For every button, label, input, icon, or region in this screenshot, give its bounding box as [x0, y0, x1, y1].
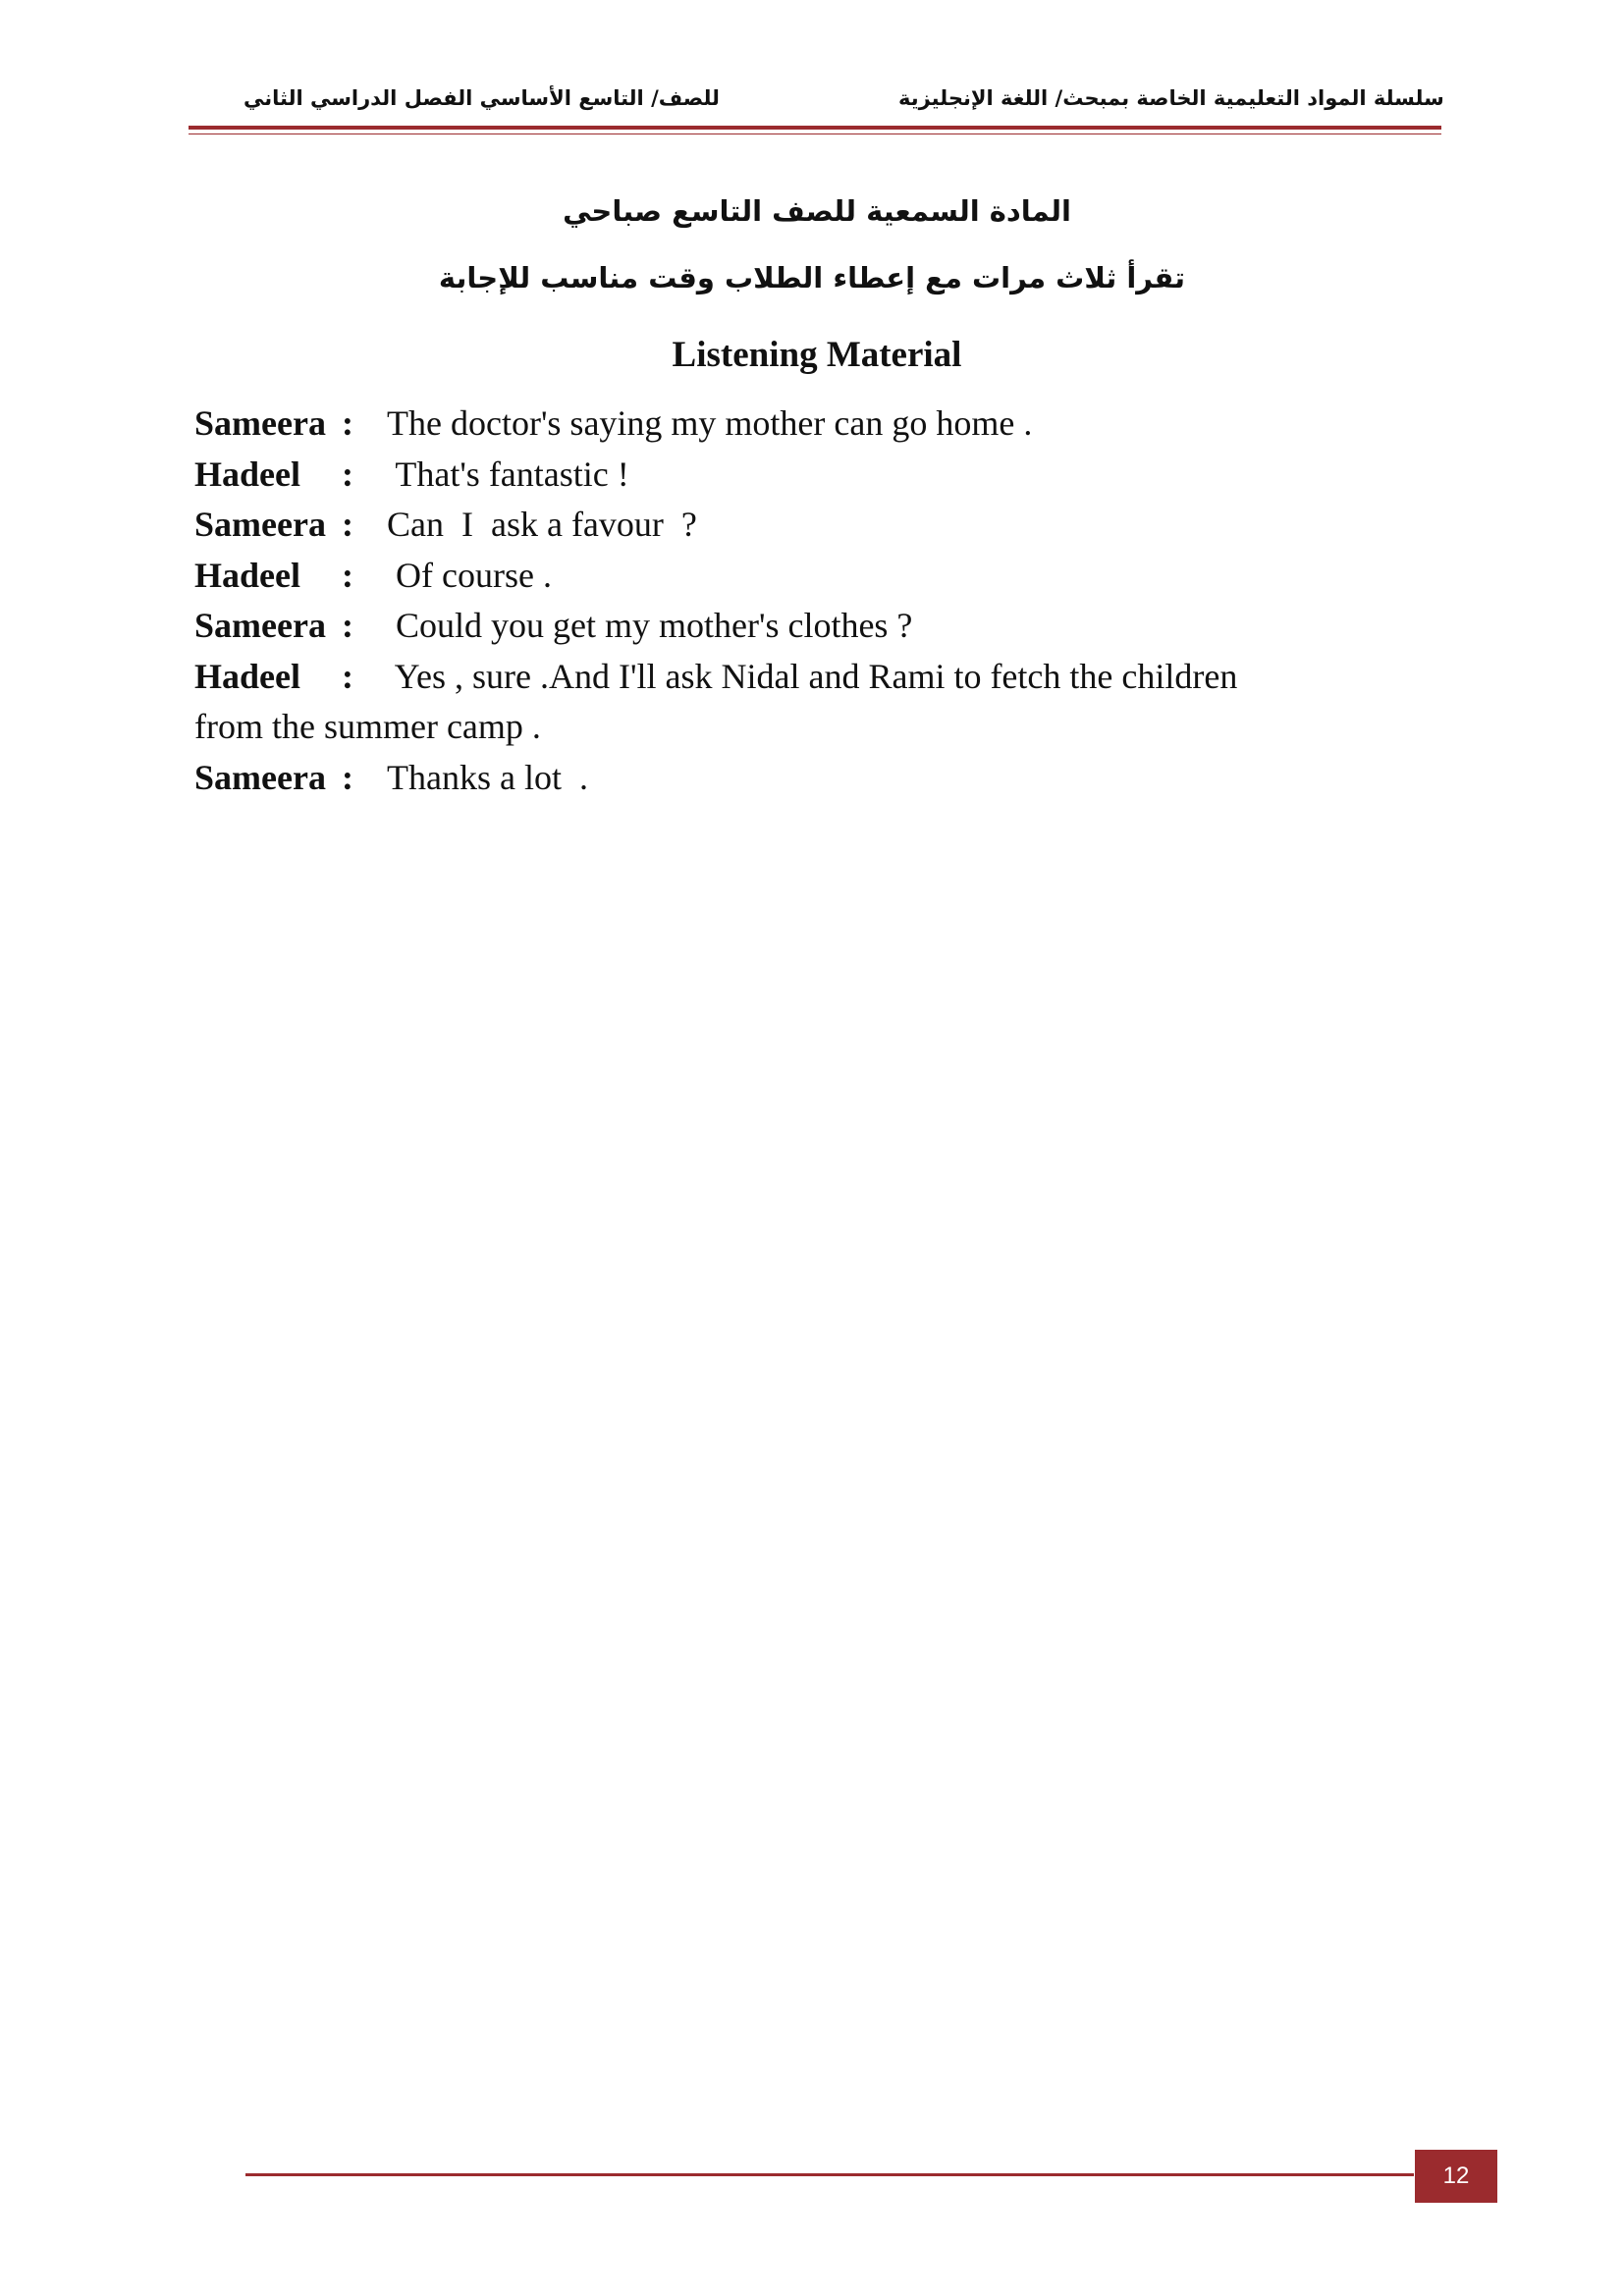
arabic-title: المادة السمعية للصف التاسع صباحي: [563, 194, 1071, 228]
speaker-colon: :: [342, 403, 353, 443]
page-number: 12: [1415, 2150, 1497, 2203]
utterance: The doctor's saying my mother can go home .: [387, 403, 1033, 443]
header-grade-label: للصف/ التاسع الأساسي الفصل الدراسي الثاني: [244, 86, 720, 110]
dialogue-line: [194, 500, 1353, 551]
dialogue-line: [194, 399, 1353, 450]
speaker-name: Sameera: [194, 757, 326, 797]
utterance: Of course .: [387, 555, 552, 595]
utterance: Can I ask a favour ?: [387, 505, 697, 544]
utterance-continuation: from the summer camp .: [194, 707, 541, 746]
dialogue-line: [194, 652, 1353, 703]
dialogue-line: [194, 753, 1353, 804]
speaker-name: Hadeel: [194, 656, 300, 696]
utterance: Could you get my mother's clothes ?: [387, 606, 913, 645]
dialogue-line: [194, 450, 1353, 501]
speaker-colon: :: [342, 454, 353, 494]
speaker-name: Hadeel: [194, 555, 300, 595]
dialogue: [194, 399, 1353, 803]
dialogue-line: [194, 551, 1353, 602]
header-rule: [189, 126, 1441, 130]
page-title: Listening Material: [672, 335, 962, 375]
arabic-instruction: تقرأ ثلاث مرات مع إعطاء الطلاب وقت مناسب للإجابة: [438, 261, 1186, 294]
speaker-colon: :: [342, 606, 353, 645]
speaker-name: Hadeel: [194, 454, 300, 494]
speaker-colon: :: [342, 757, 353, 797]
footer-rule: [245, 2173, 1414, 2176]
utterance: Thanks a lot .: [387, 757, 588, 797]
speaker-name: Sameera: [194, 403, 326, 443]
speaker-colon: :: [342, 505, 353, 544]
speaker-name: Sameera: [194, 606, 326, 645]
header-series-label: سلسلة المواد التعليمية الخاصة بمبحث/ اللغة الإنجليزية: [898, 86, 1444, 110]
utterance: That's fantastic !: [387, 454, 629, 494]
header-rule-thin: [189, 133, 1441, 134]
speaker-name: Sameera: [194, 505, 326, 544]
speaker-colon: :: [342, 656, 353, 696]
speaker-colon: :: [342, 555, 353, 595]
dialogue-line: [194, 601, 1353, 652]
utterance: Yes , sure .And I'll ask Nidal and Rami to fetch the children: [387, 656, 1238, 696]
